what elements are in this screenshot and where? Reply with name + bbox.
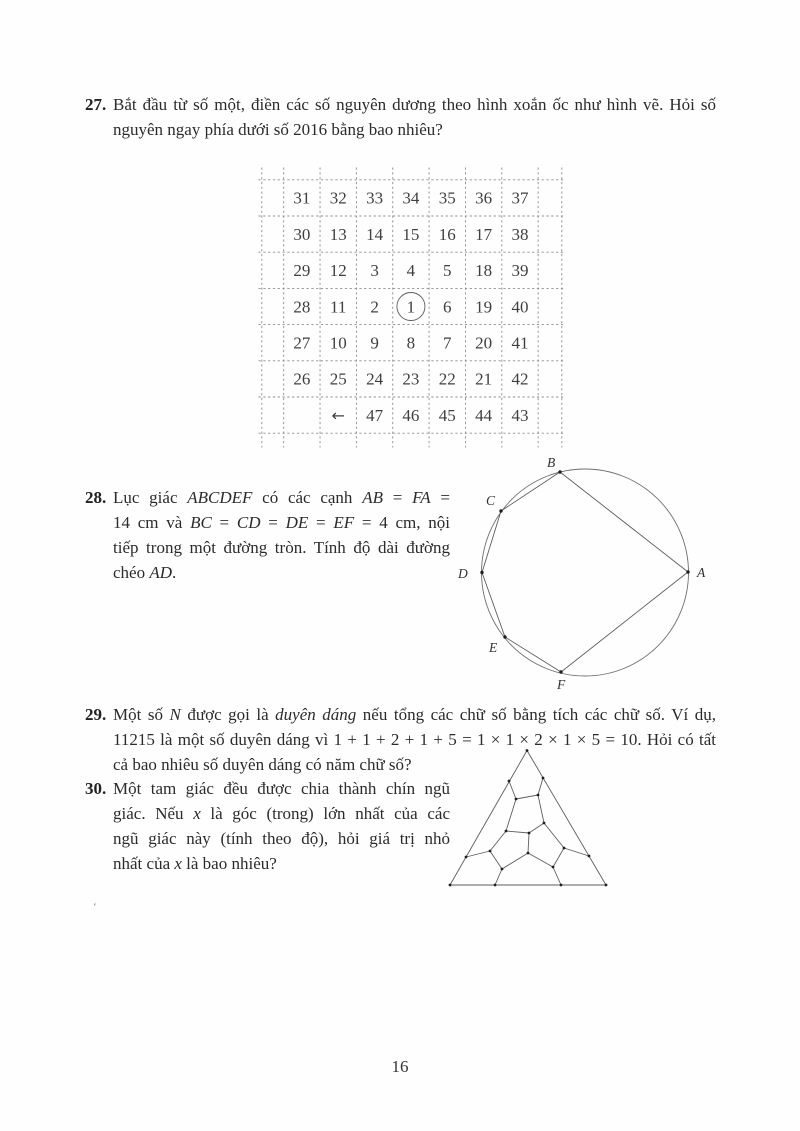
pentagon-edge [544,823,564,848]
math-italic-run: CD [236,513,261,532]
page-number: 16 [391,1057,409,1076]
text-run: giác. Nếu [113,804,194,823]
math-italic-run: EF [333,513,355,532]
grid-cell-value: 14 [366,224,384,244]
text-line [113,727,716,752]
pentagon-vertex-dot [501,868,504,871]
vertex-dot-B [558,470,561,473]
pentagon-edge [490,831,506,851]
text-run: ngũ giác này (tính theo độ), hỏi giá trị nhỏ [113,829,450,848]
text-run: = [260,513,286,532]
grid-cell-value: 19 [475,297,493,317]
text-run: Bắt đầu từ số một, điền các số nguyên dương theo hình xoắn ốc như hình vẽ. Hỏi số [113,95,716,114]
hexagon-circle-figure [457,455,706,692]
grid-cell-value: 40 [511,297,529,317]
text-run: Một số [113,705,170,724]
grid-cell-value: 29 [293,261,311,281]
pentagon-vertex-dot [537,794,540,797]
grid-cell-value: 5 [443,261,452,281]
pentagon-edge [564,848,589,856]
grid-cell-value: 11 [330,297,347,317]
math-italic-run: AB [362,488,383,507]
problem-27-number: 27. [85,95,107,114]
pentagon-vertex-dot [588,855,591,858]
grid-cell-value: 1 [406,297,416,317]
text-run: 14 cm và [113,513,191,532]
problem-27-text [113,92,716,142]
pentagon-edge [466,851,490,857]
pentagon-edge [506,831,529,833]
pentagon-vertex-dot [528,832,531,835]
hexagon-chord-BC [501,472,560,511]
grid-cell-value: 24 [366,369,384,389]
vertex-label-E: E [489,640,498,655]
grid-cell-value: 34 [402,188,420,208]
grid-cell-value: 25 [329,369,347,389]
grid-cell-value: 31 [293,188,311,208]
text-line [113,117,716,142]
pentagon-vertex-dot [449,884,452,887]
grid-cell-value: 36 [475,188,493,208]
grid-cell-value: 32 [329,188,347,208]
math-italic-run: x [174,854,182,873]
grid-cell-value: 8 [406,333,416,353]
pentagon-edge [516,795,538,799]
circumscribed-circle [482,469,689,676]
text-run: nhất của [113,854,175,873]
grid-cell-value: 43 [511,405,529,425]
vertex-dot-D [480,571,483,574]
pentagon-edge [509,781,516,799]
vertex-label-B: B [547,455,556,470]
problem-29-text [113,702,716,777]
grid-cell-value: 28 [293,297,311,317]
grid-cell-value: 44 [475,405,493,425]
pentagon-vertex-dot [465,856,468,859]
pentagon-vertex-dot [505,830,508,833]
vertex-dot-E [503,635,506,638]
pentagon-vertex-dot [543,822,546,825]
pentagon-edge [502,853,528,869]
vertex-dot-C [499,509,502,512]
text-line [113,702,716,727]
vertex-label-F: F [557,677,566,692]
pentagon-edge [553,848,564,867]
text-run: là góc (trong) lớn nhất của các [200,804,450,823]
pentagon-vertex-dot [605,884,608,887]
problem-29 [85,702,716,777]
text-line [113,851,450,876]
text-line [113,801,450,826]
text-run: = [308,513,334,532]
grid-cell-value: 13 [329,224,347,244]
grid-cell-value: 45 [438,405,456,425]
text-run: cả bao nhiêu số duyên dáng có năm chữ số? [113,755,412,774]
hexagon-chord-AB [560,472,688,572]
grid-cell-value: 10 [329,333,347,353]
pentagon-edge [490,851,502,869]
text-line [113,485,450,510]
pentagon-vertex-dot [489,850,492,853]
text-line [113,535,450,560]
grid-cell-value: 23 [402,369,420,389]
text-run: Một tam giác đều được chia thành chín ngũ [113,779,450,798]
grid-cell-value: 7 [443,333,452,353]
grid-cell-value: 4 [406,261,416,281]
grid-cell-value: 17 [475,224,493,244]
vertex-dot-A [686,570,689,573]
grid-arrow: ← [331,405,345,425]
text-run: chéo [113,563,150,582]
grid-cell-value: 26 [293,369,311,389]
grid-cell-value: 47 [366,405,384,425]
grid-cell-value: 41 [511,333,529,353]
text-run: tiếp trong một đường tròn. Tính độ dài đường [113,538,450,557]
problem-30-number: 30. [85,779,107,798]
grid-cell-value: 12 [329,261,347,281]
grid-cell-value: 18 [475,261,493,281]
vertex-label-C: C [486,493,496,508]
grid-cell-value: 21 [475,369,493,389]
grid-cell-value: 22 [438,369,456,389]
circled-one-marker [397,293,425,321]
math-italic-run: duyên dáng [275,705,357,724]
pentagon-edge [553,867,561,885]
math-italic-run: DE [285,513,309,532]
vertex-dot-F [559,670,562,673]
pentagon-vertex-dot [563,847,566,850]
text-run: = [382,488,413,507]
text-run: là bao nhiêu? [181,854,277,873]
text-run: được gọi là [180,705,276,724]
text-line [113,510,450,535]
grid-cell-value: 46 [402,405,420,425]
grid-cell-value: 16 [438,224,456,244]
pentagon-edge [528,833,529,853]
text-line [113,560,450,585]
pentagon-vertex-dot [552,866,555,869]
grid-cell-value: 42 [511,369,529,389]
problem-29-number: 29. [85,705,107,724]
text-run: 11215 là một số duyên dáng vì 1 + 1 + 2 + 1 + 5 = 1 × 1 × 2 × 1 × 5 = 10. Hỏi có tất [113,730,716,749]
grid-cell-value: 6 [443,297,452,317]
grid-cell-value: 15 [402,224,420,244]
text-run: nếu tổng các chữ số bằng tích các chữ số. Ví dụ, [356,705,716,724]
hexagon-chord-DE [482,573,505,638]
text-run: Lục giác [113,488,188,507]
hexagon-chord-FA [561,572,688,672]
math-italic-run: N [169,705,181,724]
problem-28-number: 28. [85,488,107,507]
grid-cell-value: 35 [438,188,456,208]
text-run: có các cạnh [252,488,363,507]
grid-cell-value: 33 [366,188,384,208]
pentagon-edge [528,853,553,867]
pentagon-vertex-dot [494,884,497,887]
text-line [113,752,716,777]
vertex-label-A: A [697,565,706,580]
text-line [113,826,450,851]
text-run: . [172,563,177,582]
text-run: = [211,513,237,532]
grid-cell-value: 37 [511,188,529,208]
stray-mark: ‘ [93,901,97,913]
grid-cell-value: 2 [370,297,379,317]
math-italic-run: FA [412,488,431,507]
hexagon-chord-EF [505,637,561,672]
problem-28-text [113,485,450,585]
pentagon-edge [538,795,544,823]
spiral-grid-figure [259,168,565,448]
math-italic-run: BC [190,513,212,532]
text-run: nguyên ngay phía dưới số 2016 bằng bao nhiêu? [113,120,443,139]
text-line [113,776,450,801]
problem-30 [85,776,450,876]
problem-30-text [113,776,450,876]
pentagon-vertex-dot [542,777,545,780]
vertex-label-D: D [458,566,468,581]
problem-28 [85,485,450,585]
grid-cell-value: 3 [370,261,379,281]
grid-cell-value: 20 [475,333,493,353]
text-line [113,92,716,117]
math-italic-run: AD [149,563,173,582]
pentagon-vertex-dot [527,852,530,855]
hexagon-chord-CD [482,511,501,573]
pentagon-edge [529,823,544,833]
grid-cell-value: 27 [293,333,311,353]
text-run: = 4 cm, nội [354,513,450,532]
math-italic-run: x [193,804,201,823]
pentagon-edge [538,778,543,795]
pentagon-vertex-dot [515,798,518,801]
pentagon-edge [495,869,502,885]
grid-cell-value: 38 [511,224,529,244]
problem-27 [85,92,716,142]
grid-cell-value: 39 [511,261,529,281]
math-italic-run: ABCDEF [187,488,253,507]
text-run: = [430,488,450,507]
grid-cell-value: 30 [293,224,311,244]
pentagon-vertex-dot [508,780,511,783]
grid-cell-value: 9 [370,333,379,353]
pentagon-vertex-dot [560,884,563,887]
pentagon-edge [506,799,516,831]
